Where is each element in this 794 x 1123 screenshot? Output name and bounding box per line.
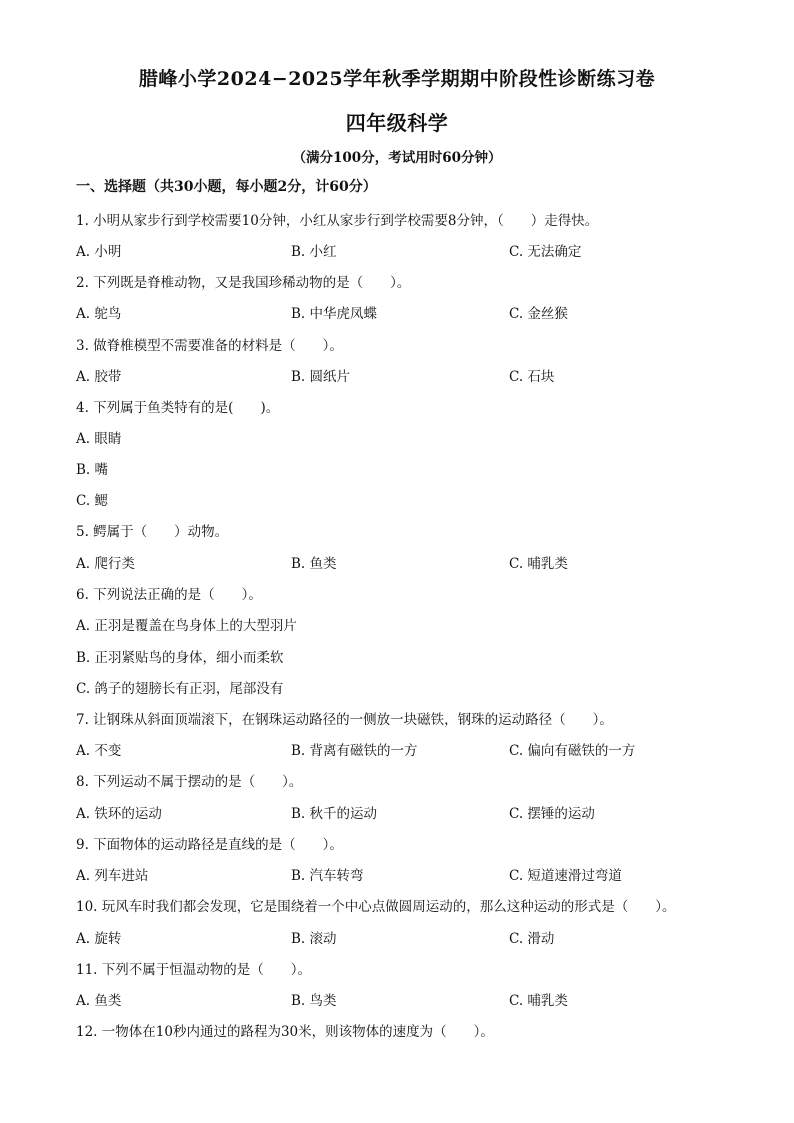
option-c: C. 哺乳类 [509, 556, 568, 572]
question-stem: 7. 让钢珠从斜面顶端滚下，在钢珠运动路径的一侧放一块磁铁，钢珠的运动路径（ ）。 [76, 712, 613, 728]
option-b: B. 小红 [291, 244, 337, 260]
question-stem: 12. 一物体在10秒内通过的路程为30米，则该物体的速度为（ ）。 [76, 1024, 494, 1040]
option-c: C. 摆锤的运动 [509, 806, 595, 822]
option-b: B. 秋千的运动 [291, 806, 378, 822]
option-b: B. 背离有磁铁的一方 [291, 743, 418, 759]
option-a: A. 铁环的运动 [76, 806, 162, 822]
option-b: B. 嘴 [76, 462, 109, 478]
option-c: C. 短道速滑过弯道 [509, 868, 622, 884]
option-b: B. 鸟类 [291, 993, 337, 1009]
option-a: A. 不变 [76, 743, 122, 759]
section-heading-choice: 一、选择题（共30小题，每小题2分，计60分） [76, 179, 377, 195]
option-a: A. 列车进站 [76, 868, 149, 884]
option-c: C. 石块 [509, 369, 555, 385]
option-b: B. 鱼类 [291, 556, 337, 572]
question-stem: 8. 下列运动不属于摆动的是（ ）。 [76, 774, 303, 790]
option-a: A. 正羽是覆盖在鸟身体上的大型羽片 [76, 618, 297, 634]
question-stem: 1. 小明从家步行到学校需要10分钟，小红从家步行到学校需要8分钟，（ ）走得快。 [76, 213, 599, 229]
option-row [76, 864, 736, 884]
option-c: C. 偏向有磁铁的一方 [509, 743, 636, 759]
exam-subject: 四年级科学 [345, 111, 449, 135]
option-row [76, 739, 736, 759]
question-stem: 2. 下列既是脊椎动物，又是我国珍稀动物的是（ ）。 [76, 275, 411, 291]
option-c: C. 金丝猴 [509, 306, 568, 322]
option-a: A. 爬行类 [76, 556, 135, 572]
option-b: B. 圆纸片 [291, 369, 351, 385]
question-stem: 10. 玩风车时我们都会发现，它是围绕着一个中心点做圆周运动的，那么这种运动的形式是（ ）。 [76, 899, 676, 915]
option-a: A. 鸵鸟 [76, 306, 122, 322]
option-row [76, 365, 736, 385]
question-stem: 4. 下列属于鱼类特有的是( )。 [76, 400, 280, 416]
option-row [76, 927, 736, 947]
option-row [76, 989, 736, 1009]
option-c: C. 哺乳类 [509, 993, 568, 1009]
option-a: A. 眼睛 [76, 431, 122, 447]
question-stem: 3. 做脊椎模型不需要准备的材料是（ ）。 [76, 338, 343, 354]
option-row [76, 240, 736, 260]
option-c: C. 鳃 [76, 493, 108, 509]
option-row [76, 552, 736, 572]
exam-score-note: （满分100分，考试用时60分钟） [292, 150, 502, 166]
option-row [76, 802, 736, 822]
option-a: A. 胶带 [76, 369, 122, 385]
option-c: C. 滑动 [509, 931, 555, 947]
option-b: B. 汽车转弯 [291, 868, 364, 884]
question-stem: 5. 鳄属于（ ）动物。 [76, 524, 229, 540]
option-b: B. 滚动 [291, 931, 337, 947]
option-b: B. 中华虎凤蝶 [291, 306, 378, 322]
option-a: A. 旋转 [76, 931, 122, 947]
question-stem: 6. 下列说法正确的是（ ）。 [76, 587, 262, 603]
option-c: C. 鸽子的翅膀长有正羽，尾部没有 [76, 681, 284, 697]
option-row [76, 302, 736, 322]
question-stem: 9. 下面物体的运动路径是直线的是（ ）。 [76, 837, 343, 853]
option-a: A. 小明 [76, 244, 122, 260]
option-c: C. 无法确定 [509, 244, 582, 260]
option-a: A. 鱼类 [76, 993, 122, 1009]
option-b: B. 正羽紧贴鸟的身体，细小而柔软 [76, 650, 284, 666]
question-stem: 11. 下列不属于恒温动物的是（ ）。 [76, 962, 312, 978]
exam-title: 腊峰小学2024−2025学年秋季学期期中阶段性诊断练习卷 [138, 68, 656, 90]
